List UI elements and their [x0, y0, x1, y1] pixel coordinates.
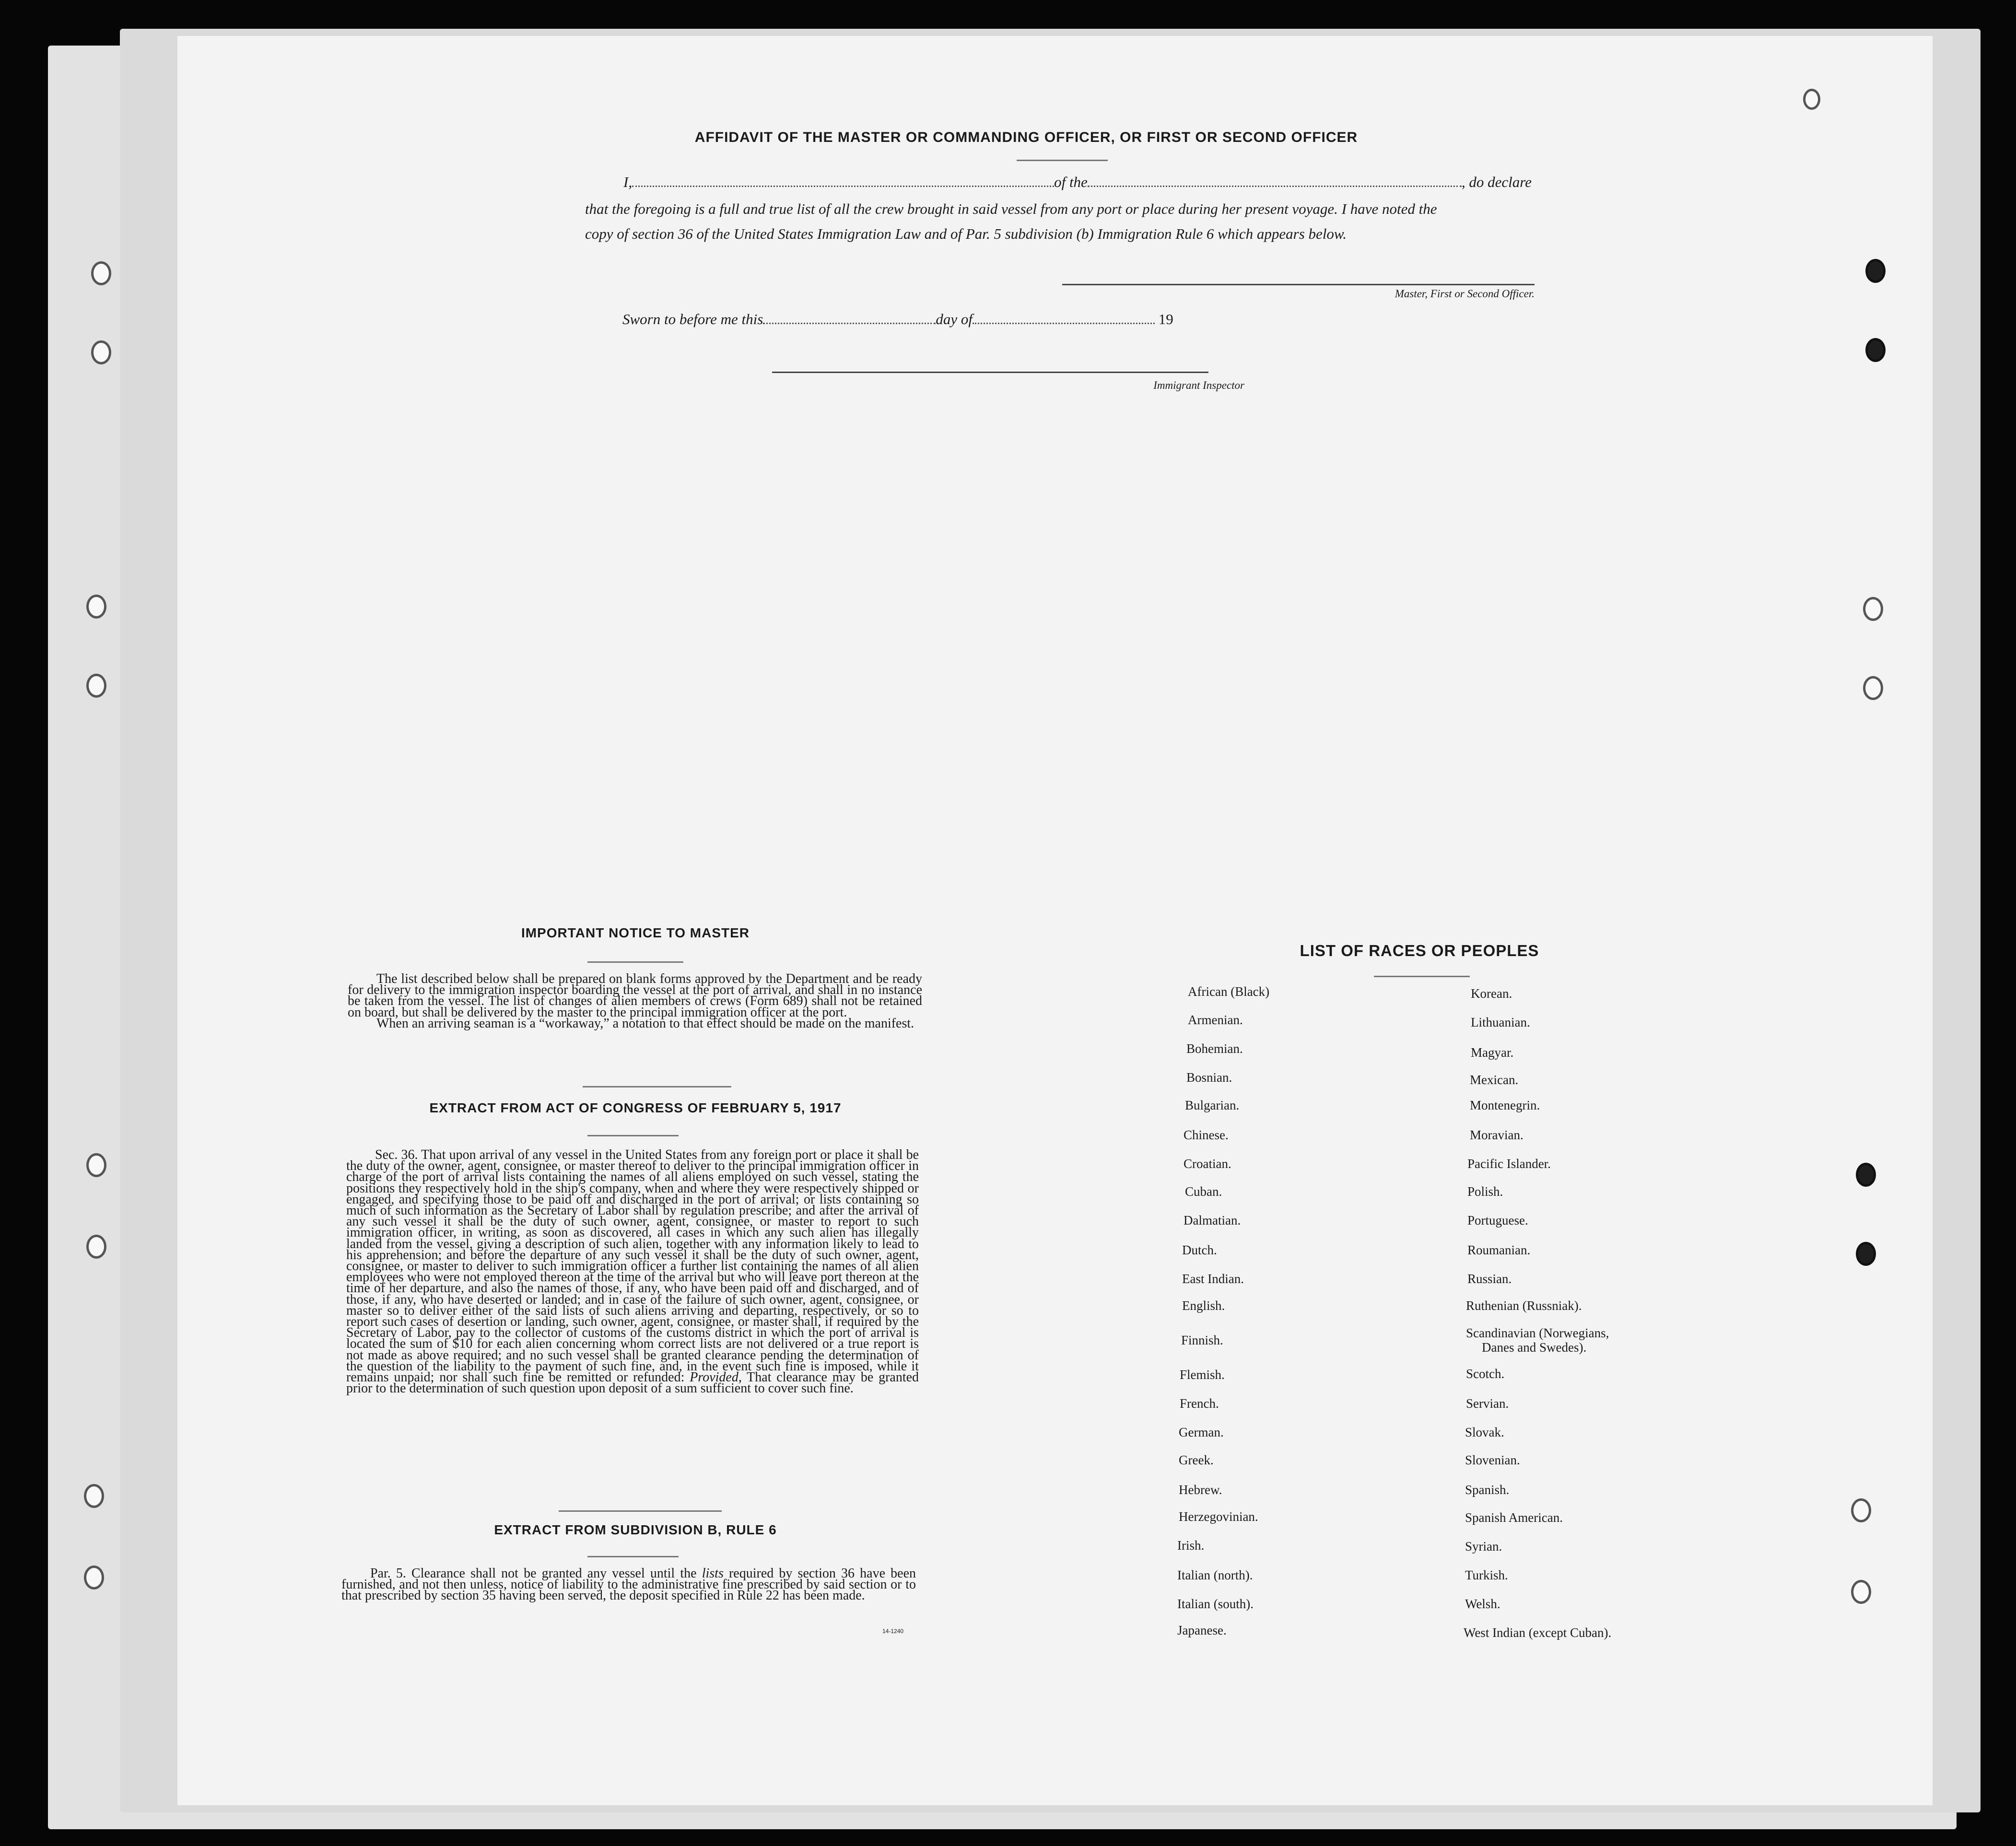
- inspector-label: Immigrant Inspector: [1153, 379, 1244, 391]
- race-item: Herzegovinian.: [1179, 1509, 1258, 1524]
- race-item: East Indian.: [1182, 1272, 1244, 1286]
- section-36-text: That upon arrival of any vessel in the United States from any foreign port or place it shall be the duty of the owner, agent, consignee, or master thereof to deliver to the principal immigration officer in charge of the port of arrival lists containing the names of all aliens employed on such vessel, stating the positions they respectively hold in the ship's company, when and where they were respectively shipped or engaged, and specifying those to be paid off and discharged in the port of arrival; or lists containing so much of such information as the Secretary of Labor shall by regulation prescribe; and after the arrival of any such vessel it shall be the duty of such owner, agent, consignee, or master to report to such immigration officer, in writing, as soon as discovered, all cases in which any such alien has illegally landed from the vessel, giving a description of such alien, together with any information likely to lead to his apprehension; and before the departure of any such vessel it shall be the duty of such owner, agent, consignee, or master to deliver to such immigration officer a further list containing the names of all alien employees who were not employed thereon at the time of the arrival but who will leave port thereon at the time of her departure, and also the names of those, if any, who have been paid off and discharged, and of those, if any, who have deserted or landed; and in case of the failure of such owner, agent, consignee, or master so to deliver either of the said lists of such aliens arriving and departing, respectively, or so to report such cases of desertion or landing, such owner, agent, consignee, or master shall, if required by the Secretary of Labor, pay to the collector of customs of the customs district in which the port of arrival is located the sum of $10 for each alien concerning whom correct lists are not delivered or a true report is not made as above required; and no such vessel shall be granted clearance pending the determination of the question of the liability to the payment of such fine, and, in the event such fine is imposed, while it remains unpaid; nor shall such fine be remitted or refunded:: [346, 1147, 919, 1385]
- extract-act-rule: [587, 1135, 679, 1136]
- punch-hole: [86, 1153, 106, 1177]
- extract-act-body: [346, 1149, 919, 1394]
- affidavit-declaration-line: [623, 174, 1539, 191]
- rule-text-b: required by section 36 have been furnished, and not then unless, notice of liability to the administrative fine prescribed by said section or to that prescribed by section 35 having been served, the deposit specified in Rule 22 has been made.: [341, 1566, 916, 1603]
- notice-paragraph-2: When an arriving seaman is a “workaway,” a notation to that effect should be made on the manifest.: [376, 1016, 914, 1031]
- vessel-blank[interactable]: [1088, 186, 1462, 187]
- race-item: West Indian (except Cuban).: [1464, 1625, 1612, 1640]
- race-item: African (Black): [1188, 984, 1270, 999]
- races-rule: [1374, 976, 1470, 977]
- punch-hole: [86, 1235, 106, 1259]
- race-item: Turkish.: [1465, 1568, 1508, 1582]
- sworn-day-blank[interactable]: [763, 323, 936, 324]
- section-rule: [559, 1510, 722, 1512]
- race-item: Scotch.: [1466, 1367, 1505, 1381]
- race-item: Dutch.: [1182, 1243, 1217, 1257]
- notice-paragraph-1: The list described below shall be prepared on blank forms approved by the Department and be ready for delivery to the immigration inspector boarding the vessel at the port of arrival, and shall in no instance be taken from the vessel. The list of changes of alien members of crews (Form 689) shall not be retained on board, but shall be delivered by the master to the principal immigration officer at the port.: [348, 971, 922, 1020]
- race-item: Polish.: [1467, 1184, 1503, 1199]
- race-item: Montenegrin.: [1470, 1098, 1540, 1112]
- punch-hole: [1865, 338, 1886, 362]
- race-item: Moravian.: [1470, 1128, 1524, 1142]
- race-item: Hebrew.: [1179, 1483, 1222, 1497]
- race-item: Russian.: [1467, 1272, 1512, 1286]
- title-rule: [1017, 160, 1108, 161]
- affidavit-title: AFFIDAVIT OF THE MASTER OR COMMANDING OFFICER, OR FIRST OR SECOND OFFICER: [694, 129, 1358, 145]
- race-item: French.: [1180, 1396, 1219, 1411]
- race-item: Japanese.: [1177, 1623, 1227, 1637]
- extract-rule-body: [341, 1568, 916, 1601]
- races-title: LIST OF RACES OR PEOPLES: [1300, 942, 1539, 959]
- race-item: Italian (north).: [1177, 1568, 1253, 1582]
- affidavit-text-line-3: copy of section 36 of the United States Immigration Law and of Par. 5 subdivision (b) Immigration Rule 6 which appears below.: [585, 225, 1347, 242]
- affidavit-i-label: I,: [623, 174, 633, 190]
- affidavit-of-the-label: of the: [1054, 174, 1088, 190]
- race-item: Mexican.: [1470, 1073, 1519, 1087]
- race-item: Korean.: [1471, 986, 1512, 1001]
- sworn-year-label: 19: [1158, 311, 1173, 327]
- race-item: Finnish.: [1181, 1333, 1223, 1347]
- race-item: Irish.: [1177, 1538, 1205, 1553]
- manifest-page: [177, 36, 1933, 1805]
- race-item: Slovak.: [1465, 1425, 1504, 1439]
- race-item: Syrian.: [1465, 1539, 1502, 1554]
- section-36-label: Sec. 36.: [375, 1147, 418, 1162]
- rule-lists-word: lists: [702, 1566, 724, 1581]
- sworn-line: [622, 311, 1246, 328]
- notice-title: IMPORTANT NOTICE TO MASTER: [521, 925, 750, 940]
- provided-label: Provided,: [690, 1370, 742, 1385]
- punch-hole: [1865, 259, 1886, 283]
- race-item: Magyar.: [1471, 1045, 1514, 1060]
- extract-rule-rule: [587, 1556, 679, 1557]
- race-item: Cuban.: [1185, 1184, 1222, 1199]
- punch-hole: [1863, 676, 1883, 700]
- notice-body: [348, 973, 922, 1029]
- master-signature-line[interactable]: [1062, 284, 1535, 285]
- race-item: Dalmatian.: [1184, 1213, 1241, 1227]
- sworn-month-blank[interactable]: [973, 323, 1155, 324]
- section-rule: [583, 1086, 731, 1087]
- notice-rule: [587, 961, 683, 963]
- race-item: Welsh.: [1465, 1597, 1500, 1611]
- race-item: Flemish.: [1180, 1367, 1225, 1382]
- race-item: Croatian.: [1184, 1157, 1231, 1171]
- form-number: 14-1240: [882, 1628, 904, 1635]
- punch-hole: [84, 1566, 104, 1589]
- rule-text-a: Par. 5. Clearance shall not be granted any vessel until the: [370, 1566, 697, 1581]
- race-item: Danes and Swedes).: [1482, 1340, 1587, 1355]
- race-item: Chinese.: [1184, 1128, 1229, 1142]
- punch-hole: [91, 261, 111, 285]
- race-item: Bulgarian.: [1185, 1098, 1240, 1112]
- inspector-signature-line[interactable]: [772, 372, 1208, 373]
- punch-hole: [1856, 1163, 1876, 1187]
- race-item: Greek.: [1179, 1453, 1214, 1467]
- extract-rule-title: EXTRACT FROM SUBDIVISION B, RULE 6: [494, 1522, 777, 1537]
- affidavit-declare-label: , do declare: [1461, 174, 1532, 190]
- punch-hole: [1863, 597, 1883, 621]
- race-item: Roumanian.: [1467, 1243, 1531, 1257]
- punch-hole: [84, 1484, 104, 1508]
- punch-hole: [86, 674, 106, 698]
- section-36-text-end: That clearance may be granted prior to the determination of such question upon deposit of a sum sufficient to cover such fine.: [346, 1370, 919, 1396]
- punch-hole: [1856, 1242, 1876, 1266]
- sworn-day-of-label: day of: [936, 311, 973, 327]
- race-item: Servian.: [1466, 1396, 1509, 1411]
- race-item: English.: [1182, 1298, 1225, 1313]
- race-item: Armenian.: [1188, 1013, 1243, 1027]
- race-item: Ruthenian (Russniak).: [1466, 1298, 1582, 1313]
- race-item: Scandinavian (Norwegians,: [1466, 1326, 1609, 1340]
- race-item: Spanish American.: [1465, 1510, 1563, 1525]
- punch-hole: [1851, 1580, 1871, 1604]
- race-item: Spanish.: [1465, 1483, 1510, 1497]
- punch-hole: [86, 595, 106, 619]
- punch-hole: [91, 340, 111, 364]
- race-item: Pacific Islander.: [1467, 1157, 1551, 1171]
- race-item: German.: [1179, 1425, 1224, 1439]
- sworn-label: Sworn to before me this: [622, 311, 763, 327]
- punch-hole: [1851, 1498, 1871, 1522]
- master-signature-label: Master, First or Second Officer.: [1395, 288, 1535, 300]
- affidavit-text-line-2: that the foregoing is a full and true list of all the crew brought in said vessel from any port or place during her present voyage. I have noted the: [585, 200, 1437, 217]
- race-item: Bohemian.: [1186, 1041, 1243, 1056]
- name-blank[interactable]: [632, 186, 1054, 187]
- race-item: Portuguese.: [1467, 1213, 1528, 1227]
- punch-hole: [1803, 89, 1820, 110]
- race-item: Italian (south).: [1177, 1597, 1254, 1611]
- race-item: Bosnian.: [1186, 1070, 1232, 1085]
- extract-act-title: EXTRACT FROM ACT OF CONGRESS OF FEBRUARY 5, 1917: [429, 1100, 842, 1115]
- race-item: Slovenian.: [1465, 1453, 1520, 1467]
- race-item: Lithuanian.: [1471, 1015, 1530, 1029]
